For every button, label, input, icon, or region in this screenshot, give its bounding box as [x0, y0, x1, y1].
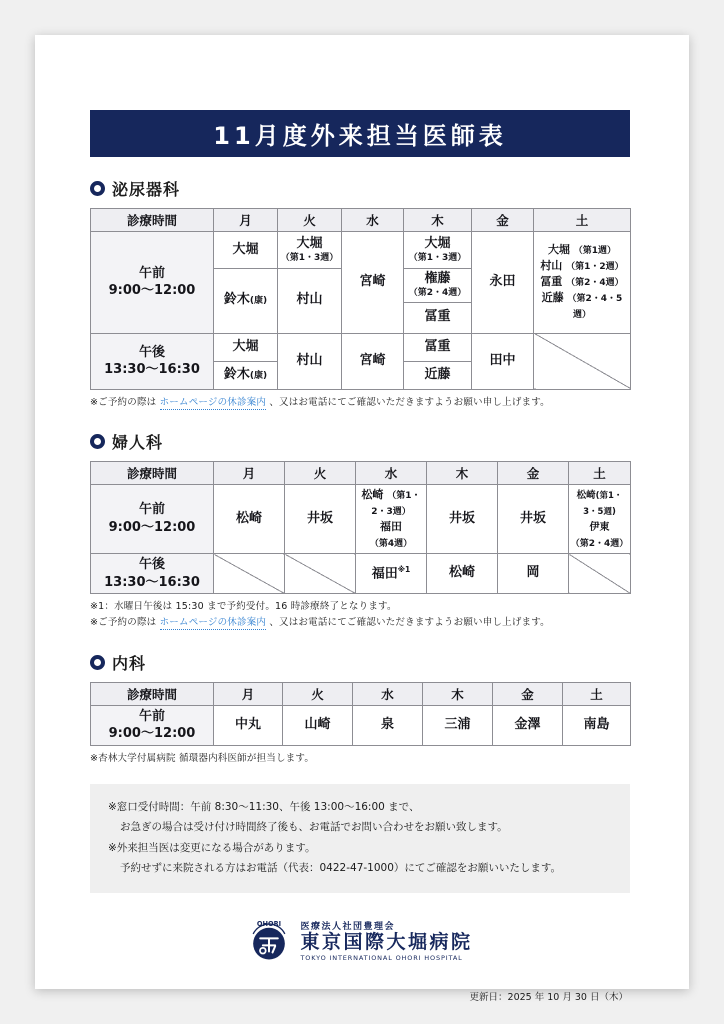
- table-row-morning-1: [91, 232, 631, 269]
- logo-text-block: [300, 919, 472, 962]
- section-heading-urology: [90, 177, 630, 200]
- table-header-row: [91, 461, 631, 484]
- col-header-wed: 水: [356, 461, 427, 484]
- cell-mon-pm-top: 大堀: [214, 333, 278, 361]
- holiday-info-link[interactable]: ホームページの休診案内: [159, 617, 267, 629]
- col-header-tue: 火: [285, 461, 356, 484]
- info-line-1: ※窓口受付時間：午前 8:30〜11:30、午後 13:00〜16:00 まで、: [108, 800, 420, 813]
- cell-thu-pm-top: 冨重: [404, 333, 472, 361]
- list-item: [357, 519, 425, 551]
- svg-text:OHORI: OHORI: [257, 919, 282, 928]
- time-label-line1: 午前: [138, 265, 165, 281]
- doctor-note: (康): [249, 296, 268, 307]
- updated-date: 更新日：2025 年 10 月 30 日（木）: [469, 991, 628, 1003]
- list-item: [570, 519, 629, 536]
- col-header-fri: 金: [493, 682, 563, 705]
- cell-time-morning: [91, 705, 214, 745]
- footnote-text: ※杏林大学付属病院 循環器内科医師が担当します。: [90, 752, 315, 764]
- list-item: [570, 535, 629, 551]
- doctor-name: 鈴木: [223, 292, 250, 308]
- cell-mon-am: 松崎: [214, 484, 285, 553]
- cell-tue-am-top: [278, 232, 342, 269]
- col-header-tue: 火: [278, 209, 342, 232]
- cell-fri-am: 井坂: [498, 484, 569, 553]
- col-header-time: 診療時間: [91, 682, 214, 705]
- doctor-name: 権藤: [424, 271, 451, 286]
- list-item: [535, 242, 629, 258]
- col-header-sat: 土: [569, 461, 631, 484]
- section-title-urology: 泌尿器科: [112, 180, 181, 199]
- document-page: [35, 35, 689, 1003]
- cell-tue-am: 井坂: [285, 484, 356, 553]
- doctor-name: 松崎: [576, 489, 596, 501]
- time-label-line2: 9:00〜12:00: [108, 519, 196, 535]
- doctor-week-note: （第4週）: [369, 538, 413, 549]
- cell-wed-am: 宮崎: [342, 232, 404, 334]
- list-item: [535, 290, 629, 322]
- schedule-table-urology: [90, 208, 631, 390]
- list-item: [535, 274, 629, 290]
- cell-sat-am: [569, 484, 631, 553]
- col-header-wed: 水: [342, 209, 404, 232]
- doctor-week-note: （第1・3週）: [408, 252, 467, 263]
- logo-organization: 医療法人社団豊理会: [300, 922, 395, 933]
- reception-info-box: [90, 784, 630, 893]
- table-row-afternoon-1: [91, 333, 631, 361]
- ring-bullet-icon: [90, 434, 105, 449]
- footnote-text: ※ご予約の際は: [90, 396, 160, 408]
- document-title-banner: [90, 110, 630, 157]
- cell-fri-pm: 岡: [498, 554, 569, 594]
- col-header-wed: 水: [353, 682, 423, 705]
- logo-hospital-name: 東京国際大堀病院: [300, 931, 473, 954]
- cell-tue-pm: 村山: [278, 333, 342, 389]
- cell-wed-am: 泉: [353, 705, 423, 745]
- cell-wed-am: [356, 484, 427, 553]
- cell-thu-am: 三浦: [423, 705, 493, 745]
- cell-fri-pm: 田中: [472, 333, 534, 389]
- cell-time-afternoon: [91, 554, 214, 594]
- cell-sat-pm-empty: [534, 333, 631, 389]
- doctor-week-note: （第2・4週）: [570, 539, 629, 550]
- table-row-morning: [91, 484, 631, 553]
- doctor-name: 大堀: [424, 235, 451, 251]
- cell-thu-am-3: 冨重: [404, 302, 472, 333]
- doctor-name: 伊東: [589, 521, 610, 533]
- cell-tue-am-bottom: 村山: [278, 269, 342, 334]
- doctor-week-note: (第1・3・5週): [583, 490, 623, 517]
- cell-fri-am: 金澤: [493, 705, 563, 745]
- col-header-mon: 月: [214, 461, 285, 484]
- footnote-text: ※1：水曜日午後は 15:30 まで予約受付。16 時診療終了となります。: [90, 601, 397, 613]
- table-header-row: [91, 209, 631, 232]
- doctor-name: 福田: [380, 520, 402, 534]
- cell-mon-am-bottom: [214, 269, 278, 334]
- section-heading-internal-medicine: [90, 651, 630, 674]
- section-title-internal-medicine: 内科: [112, 653, 147, 673]
- time-label-line2: 9:00〜12:00: [108, 726, 196, 742]
- cell-thu-am: 井坂: [427, 484, 498, 553]
- doctor-name: 大堀: [296, 235, 323, 251]
- col-header-fri: 金: [472, 209, 534, 232]
- time-label-line2: 9:00〜12:00: [108, 283, 196, 299]
- schedule-table-gynecology: [90, 461, 631, 595]
- info-line-4: 予約せずに来院される方はお電話（代表：0422-47-1000）にてご確認をお願いいたします。: [120, 862, 562, 875]
- cell-thu-pm-bottom: 近藤: [404, 361, 472, 389]
- doctor-name: 近藤: [541, 291, 564, 305]
- info-line-3: ※外来担当医は変更になる場合があります。: [108, 841, 316, 854]
- cell-wed-pm: [356, 554, 427, 594]
- doctor-week-note: （第2・4週）: [408, 287, 467, 298]
- page-title: 11月度外来担当医師表: [213, 122, 507, 150]
- doctor-note: (康): [249, 370, 268, 381]
- ring-bullet-icon: [90, 181, 105, 196]
- ring-bullet-icon: [90, 655, 105, 670]
- cell-time-morning: [91, 484, 214, 553]
- ohori-logo-icon: [247, 919, 291, 963]
- col-header-sat: 土: [534, 209, 631, 232]
- footnote-marker: ※1: [397, 564, 411, 574]
- table-row-morning: [91, 705, 631, 745]
- doctor-week-note: （第1・3週）: [280, 252, 339, 263]
- list-item: [535, 258, 629, 274]
- footnote-urology: [90, 395, 630, 410]
- footnote-text: ※ご予約の際は: [90, 617, 160, 629]
- cell-wed-pm: 宮崎: [342, 333, 404, 389]
- time-label-line1: 午前: [138, 708, 165, 724]
- cell-sat-am: [534, 232, 631, 334]
- doctor-name: 大堀: [547, 243, 570, 257]
- document-body: [90, 110, 630, 1003]
- cell-mon-pm-empty: [214, 554, 285, 594]
- time-label-line1: 午前: [138, 502, 165, 518]
- cell-thu-am-1: [404, 232, 472, 269]
- col-header-thu: 木: [404, 209, 472, 232]
- cell-sat-am: 南島: [563, 705, 631, 745]
- schedule-table-internal-medicine: [90, 682, 631, 746]
- cell-thu-pm: 松崎: [427, 554, 498, 594]
- cell-tue-am: 山崎: [283, 705, 353, 745]
- footnote-text: 、又はお電話にてご確認いただきますようお願い申し上げます。: [266, 396, 550, 408]
- holiday-info-link[interactable]: ホームページの休診案内: [159, 396, 267, 408]
- list-item: [570, 487, 629, 519]
- col-header-sat: 土: [563, 682, 631, 705]
- footnote-gynecology-2: [90, 615, 630, 630]
- cell-time-afternoon: [91, 333, 214, 389]
- info-line-2: お急ぎの場合は受け付け時間終了後も、お電話でお問い合わせをお願い致します。: [120, 821, 508, 834]
- logo-hospital-name-en: TOKYO INTERNATIONAL OHORI HOSPITAL: [300, 954, 463, 963]
- col-header-thu: 木: [423, 682, 493, 705]
- time-label-line1: 午後: [138, 557, 165, 573]
- col-header-tue: 火: [283, 682, 353, 705]
- time-label-line2: 13:30〜16:30: [104, 574, 200, 590]
- time-label-line2: 13:30〜16:30: [104, 362, 200, 378]
- cell-mon-pm-bottom: [214, 361, 278, 389]
- hospital-logo: [90, 919, 630, 963]
- footnote-gynecology-1: [90, 599, 630, 614]
- section-heading-gynecology: [90, 430, 630, 453]
- cell-thu-am-2: [404, 269, 472, 303]
- table-row-afternoon: [91, 554, 631, 594]
- cell-time-morning: [91, 232, 214, 334]
- footnote-text: 、又はお電話にてご確認いただきますようお願い申し上げます。: [266, 617, 550, 629]
- doctor-week-note: （第1・2・3週）: [371, 490, 421, 517]
- list-item: [357, 487, 425, 519]
- doctor-week-note: （第2・4週）: [566, 278, 624, 289]
- footnote-internal-medicine: [90, 751, 630, 766]
- cell-mon-am-top: 大堀: [214, 232, 278, 269]
- cell-tue-pm-empty: [285, 554, 356, 594]
- cell-sat-pm-empty: [569, 554, 631, 594]
- col-header-time: 診療時間: [91, 209, 214, 232]
- col-header-thu: 木: [427, 461, 498, 484]
- doctor-name: 鈴木: [223, 366, 250, 382]
- doctor-week-note: （第1・2週）: [566, 262, 624, 273]
- table-header-row: [91, 682, 631, 705]
- doctor-name: 村山: [540, 259, 563, 273]
- col-header-fri: 金: [498, 461, 569, 484]
- doctor-name: 福田: [371, 565, 398, 581]
- doctor-name: 松崎: [361, 487, 384, 501]
- cell-fri-am: 永田: [472, 232, 534, 334]
- doctor-name: 冨重: [540, 275, 563, 289]
- section-title-gynecology: 婦人科: [112, 432, 164, 452]
- col-header-time: 診療時間: [91, 461, 214, 484]
- time-label-line1: 午後: [138, 344, 165, 360]
- col-header-mon: 月: [214, 682, 283, 705]
- col-header-mon: 月: [214, 209, 278, 232]
- doctor-week-note: （第2・4・5週）: [567, 294, 623, 321]
- doctor-week-note: （第1週）: [573, 246, 617, 257]
- cell-mon-am: 中丸: [214, 705, 283, 745]
